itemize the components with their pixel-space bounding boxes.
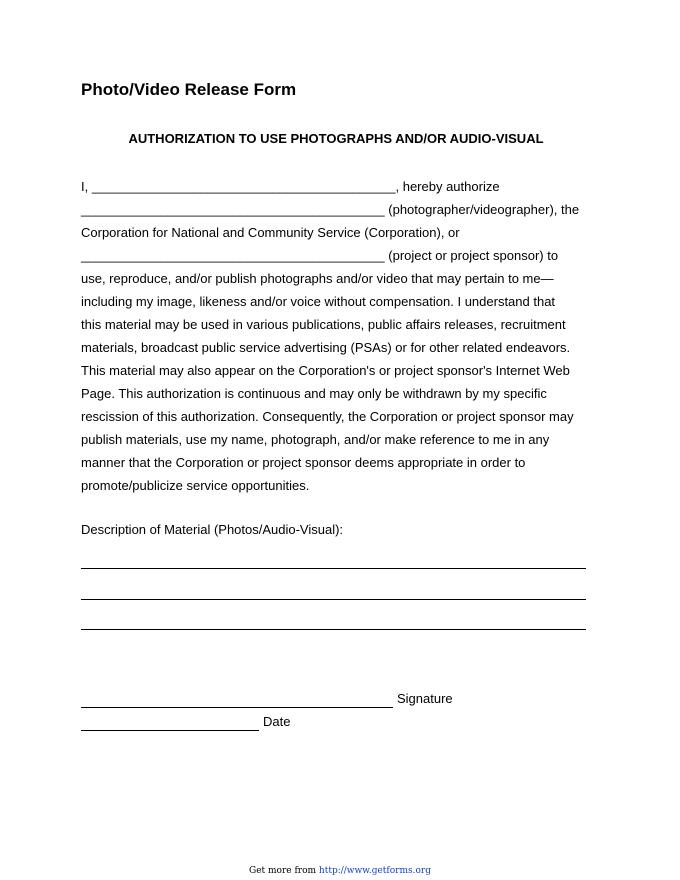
description-line-3[interactable] [81, 629, 586, 630]
footer-link[interactable]: http://www.getforms.org [318, 866, 431, 876]
form-subtitle: AUTHORIZATION TO USE PHOTOGRAPHS AND/OR AUDIO-VISUAL [128, 131, 544, 146]
date-row [81, 713, 290, 731]
form-title: Photo/Video Release Form [81, 80, 297, 99]
footer-prefix: Get more from [249, 866, 317, 876]
paragraph-line: __________________________________________ (photographer/videographer), the [81, 202, 580, 217]
paragraph-line: publish materials, use my name, photograph, and/or make reference to me in any [81, 432, 550, 447]
paragraph-line: Corporation for National and Community Service (Corporation), or [81, 225, 460, 240]
paragraph-line: rescission of this authorization. Consequently, the Corporation or project sponsor may [81, 409, 574, 424]
paragraph-line: promote/publicize service opportunities. [81, 478, 310, 493]
paragraph-line: materials, broadcast public service advertising (PSAs) or for other related endeavors. [81, 340, 571, 355]
paragraph-line: manner that the Corporation or project sponsor deems appropriate in order to [81, 455, 526, 470]
description-label: Description of Material (Photos/Audio-Visual): [81, 522, 344, 537]
paragraph-line: use, reproduce, and/or publish photographs and/or video that may pertain to me— [81, 271, 554, 286]
signature-label: Signature [397, 691, 453, 706]
signature-row [81, 690, 453, 708]
paragraph-line: Page. This authorization is continuous and may only be withdrawn by my specific [81, 386, 547, 401]
description-line-2[interactable] [81, 599, 586, 600]
date-field[interactable] [81, 716, 259, 731]
paragraph-line: this material may be used in various publications, public affairs releases, recruitment [81, 317, 566, 332]
paragraph-line: __________________________________________ (project or project sponsor) to [81, 248, 559, 263]
authorization-paragraph [81, 175, 601, 497]
description-line-1[interactable] [81, 568, 586, 569]
paragraph-line: I, __________________________________________, hereby authorize [81, 179, 500, 194]
signature-field[interactable] [81, 693, 393, 708]
paragraph-line: This material may also appear on the Corporation's or project sponsor's Internet Web [81, 363, 570, 378]
footer [0, 865, 680, 877]
date-label: Date [263, 714, 291, 729]
paragraph-line: including my image, likeness and/or voice without compensation. I understand that [81, 294, 556, 309]
